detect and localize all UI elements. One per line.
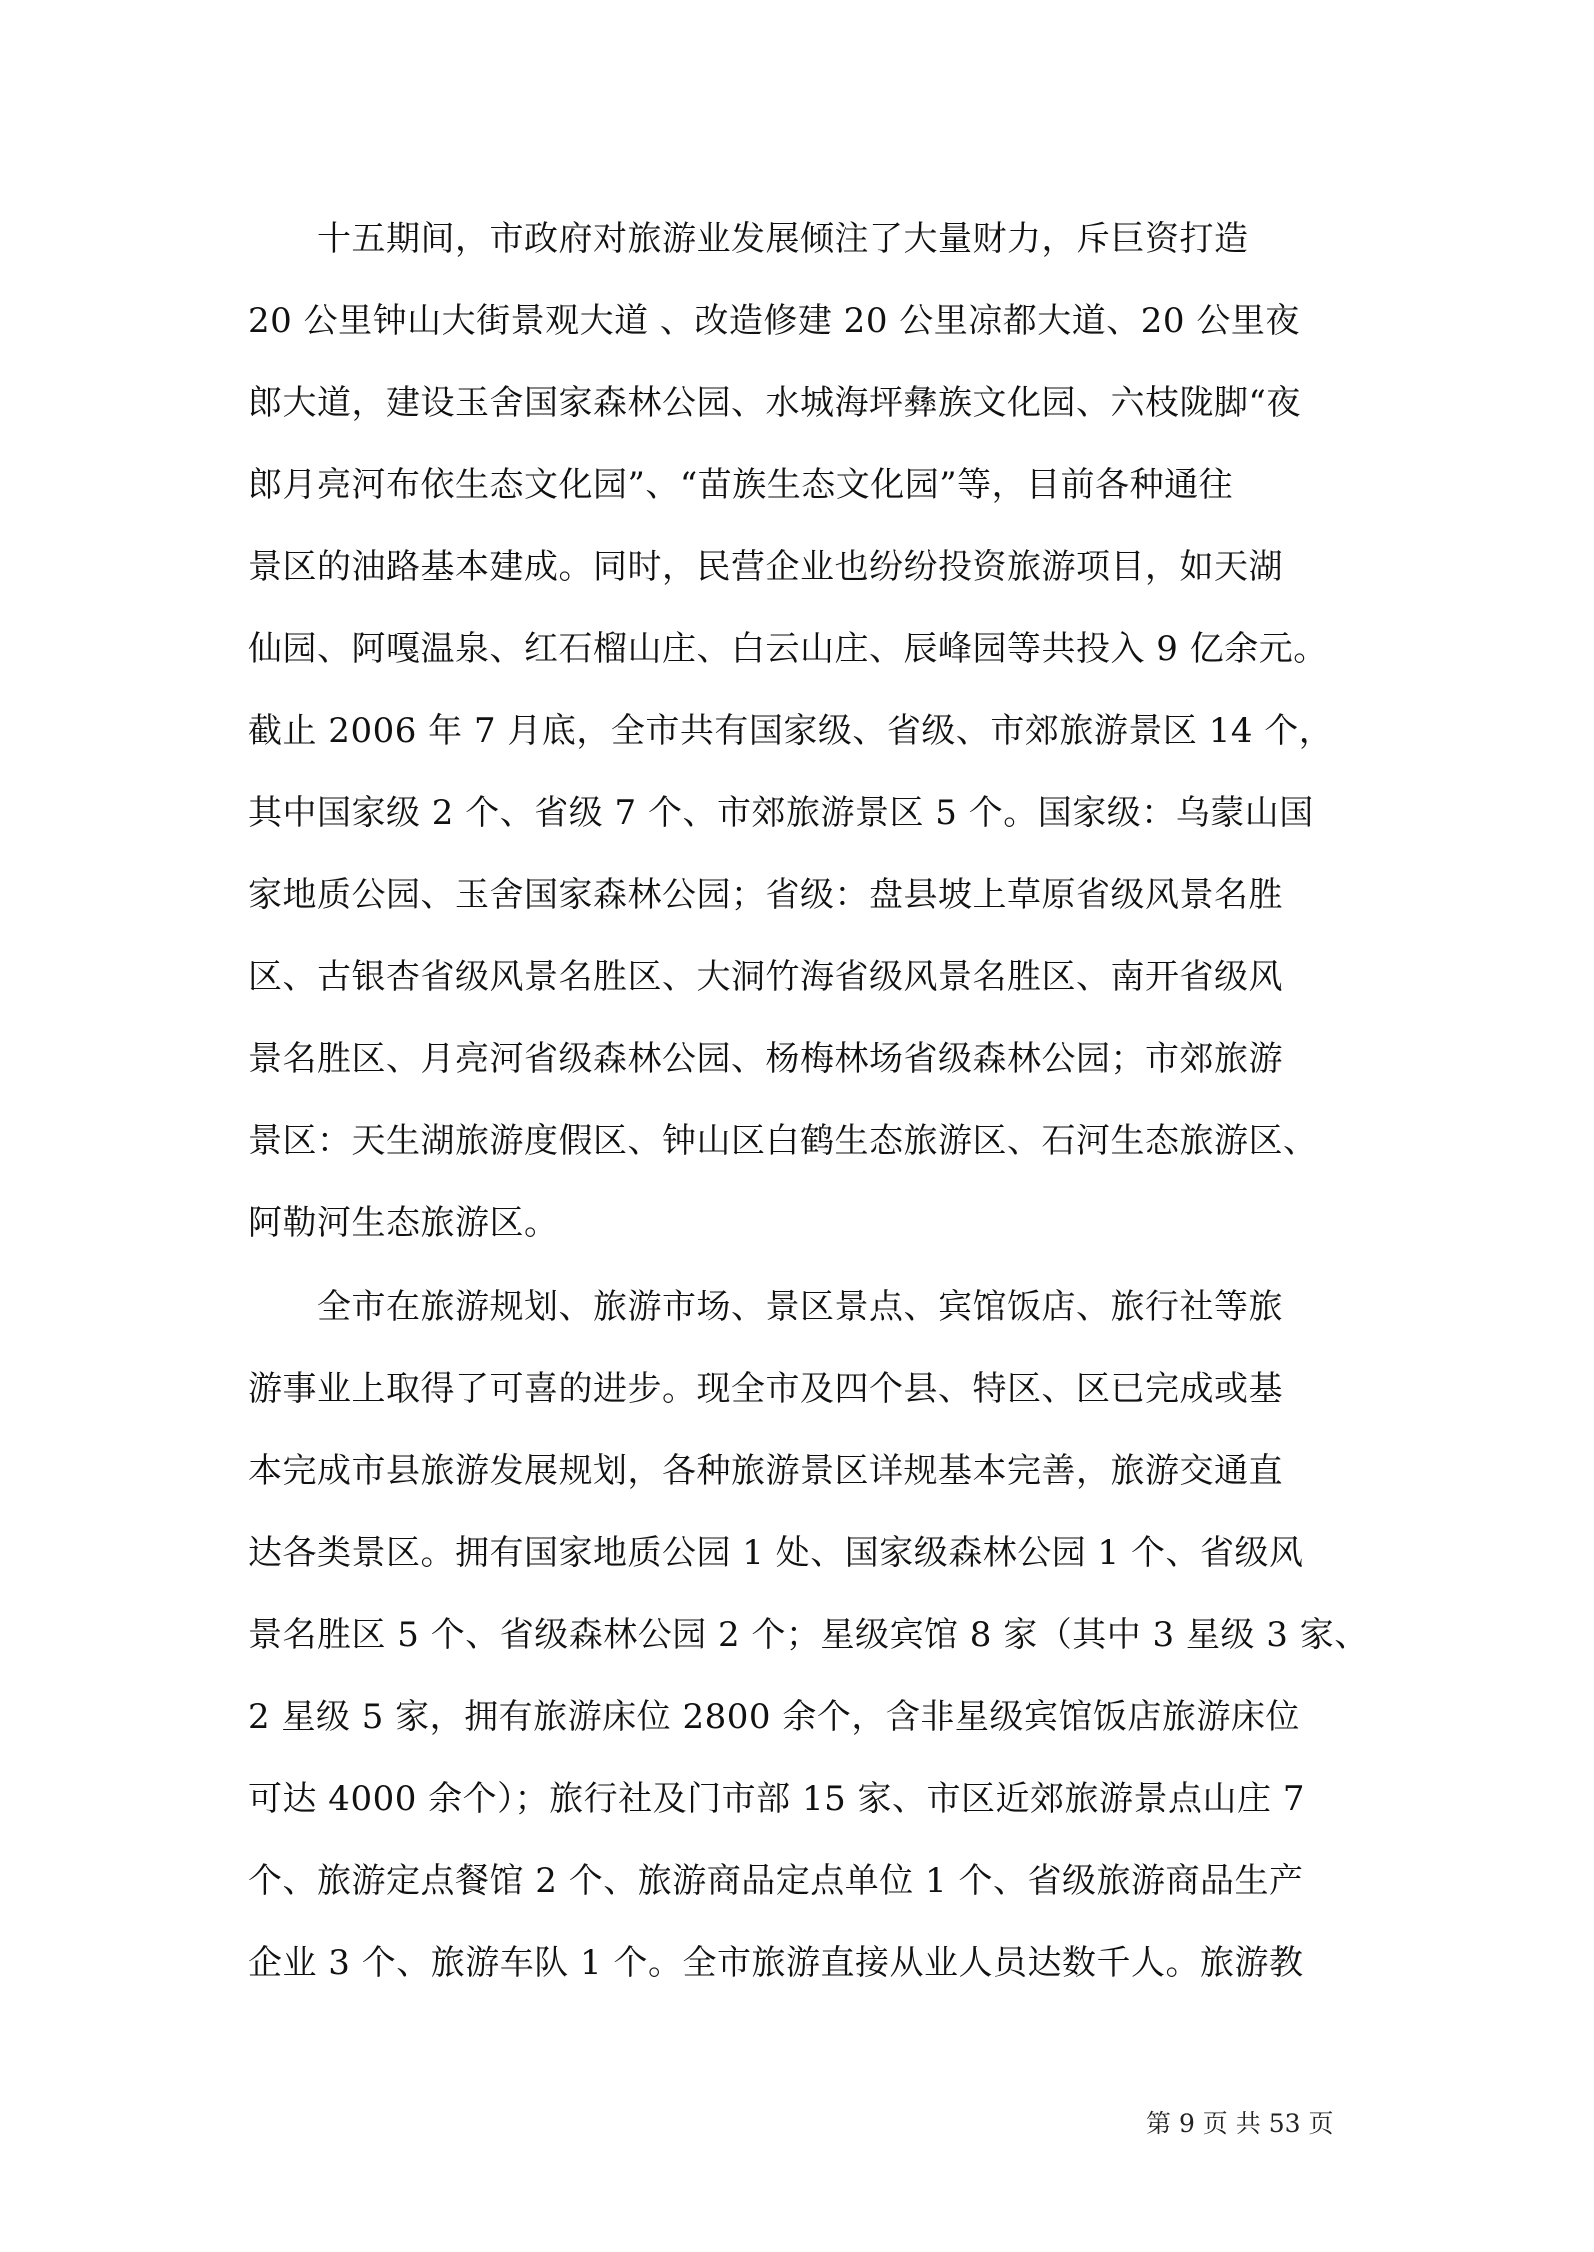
paragraph-line: 20 公里钟山大街景观大道 、改造修建 20 公里凉都大道、20 公里夜 (248, 301, 1300, 341)
paragraph-line: 郎大道，建设玉舍国家森林公园、水城海坪彝族文化园、六枝陇脚“夜 (248, 383, 1301, 423)
paragraph-line: 企业 3 个、旅游车队 1 个。全市旅游直接从业人员达数千人。旅游教 (248, 1943, 1304, 1983)
paragraph-line: 景区的油路基本建成。同时，民营企业也纷纷投资旅游项目，如天湖 (248, 547, 1283, 587)
paragraph-line: 截止 2006 年 7 月底，全市共有国家级、省级、市郊旅游景区 14 个， (248, 711, 1334, 751)
paragraph-line: 达各类景区。拥有国家地质公园 1 处、国家级森林公园 1 个、省级风 (248, 1533, 1304, 1573)
paragraph-line: 十五期间，市政府对旅游业发展倾注了大量财力，斥巨资打造 (248, 219, 1249, 259)
page-number-footer: 第 9 页 共 53 页 (1146, 2109, 1334, 2138)
paragraph-line: 本完成市县旅游发展规划，各种旅游景区详规基本完善，旅游交通直 (248, 1451, 1283, 1491)
paragraph-line: 个、旅游定点餐馆 2 个、旅游商品定点单位 1 个、省级旅游商品生产 (248, 1861, 1304, 1901)
paragraph-line: 阿勒河生态旅游区。 (248, 1203, 559, 1243)
paragraph-line: 区、古银杏省级风景名胜区、大洞竹海省级风景名胜区、南开省级风 (248, 957, 1283, 997)
paragraph-line: 全市在旅游规划、旅游市场、景区景点、宾馆饭店、旅行社等旅 (248, 1287, 1283, 1327)
paragraph-line: 仙园、阿嘎温泉、红石榴山庄、白云山庄、辰峰园等共投入 9 亿余元。 (248, 629, 1328, 669)
paragraph-line: 景区：天生湖旅游度假区、钟山区白鹤生态旅游区、石河生态旅游区、 (248, 1121, 1318, 1161)
paragraph-line: 景名胜区、月亮河省级森林公园、杨梅林场省级森林公园；市郊旅游 (248, 1039, 1283, 1079)
paragraph-line: 可达 4000 余个）；旅行社及门市部 15 家、市区近郊旅游景点山庄 7 (248, 1779, 1305, 1819)
paragraph-1 (248, 198, 1348, 1264)
paragraph-line: 郎月亮河布依生态文化园”、“苗族生态文化园”等，目前各种通往 (248, 465, 1234, 505)
paragraph-line: 家地质公园、玉舍国家森林公园；省级：盘县坡上草原省级风景名胜 (248, 875, 1283, 915)
paragraph-line: 其中国家级 2 个、省级 7 个、市郊旅游景区 5 个。国家级：乌蒙山国 (248, 793, 1314, 833)
paragraph-line: 2 星级 5 家，拥有旅游床位 2800 余个，含非星级宾馆饭店旅游床位 (248, 1697, 1300, 1737)
paragraph-2 (248, 1266, 1369, 2004)
paragraph-line: 景名胜区 5 个、省级森林公园 2 个；星级宾馆 8 家（其中 3 星级 3 家、 (248, 1615, 1369, 1655)
paragraph-line: 游事业上取得了可喜的进步。现全市及四个县、特区、区已完成或基 (248, 1369, 1283, 1409)
